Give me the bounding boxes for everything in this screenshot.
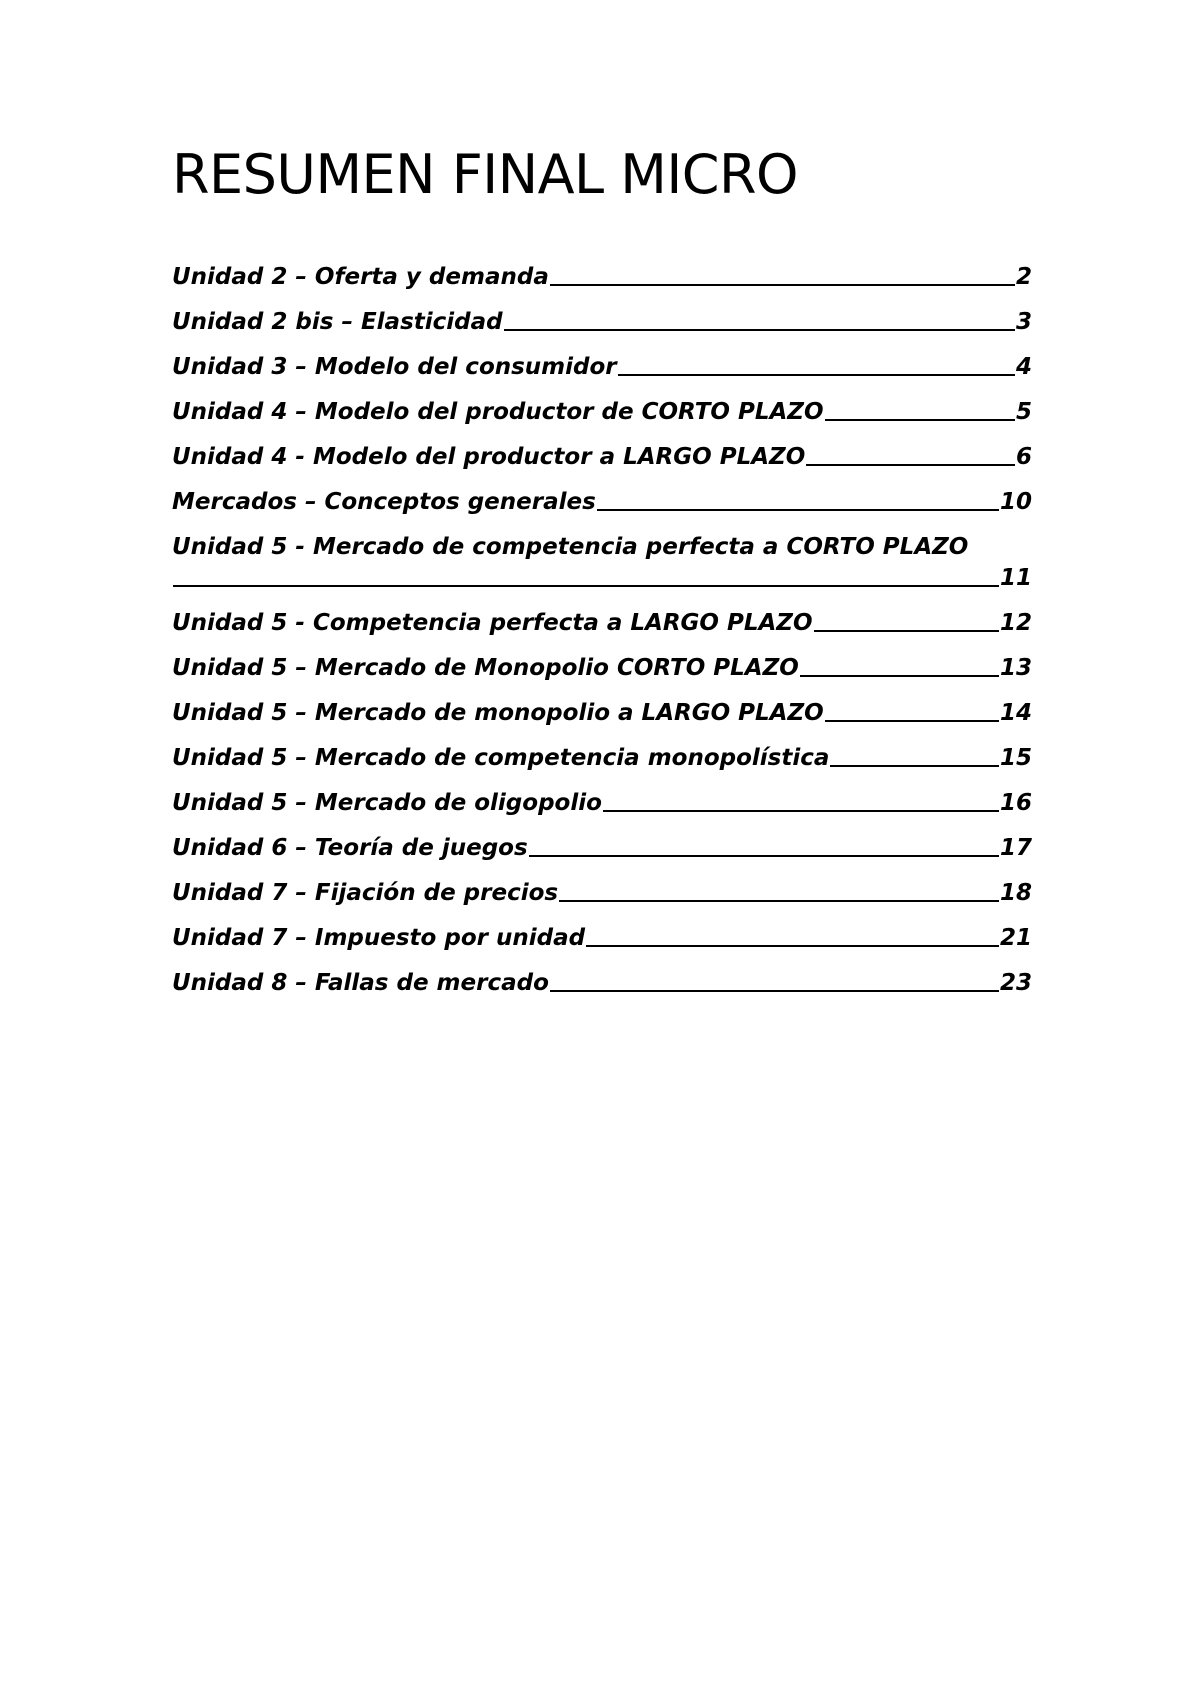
toc-entry[interactable] [172, 608, 1032, 639]
toc-entry-page: 2 [1015, 264, 1032, 290]
toc-leader [830, 765, 999, 767]
toc-entry-title: Unidad 6 – Teoría de juegos [172, 835, 528, 861]
toc-entry[interactable] [172, 262, 1032, 293]
toc-entry-title: Unidad 7 – Impuesto por unidad [172, 925, 586, 951]
toc-leader [814, 630, 999, 632]
toc-entry-page: 5 [1015, 399, 1032, 425]
toc-entry-title: Unidad 2 bis – Elasticidad [172, 309, 503, 335]
toc-entry-title: Unidad 4 - Modelo del productor a LARGO PLAZO [172, 444, 806, 470]
toc-entry-page: 11 [999, 565, 1032, 591]
table-of-contents [172, 262, 1032, 1013]
toc-entry-title: Unidad 3 – Modelo del consumidor [172, 354, 617, 380]
toc-leader [529, 855, 999, 857]
toc-entry[interactable] [172, 788, 1032, 819]
toc-entry-page: 3 [1015, 309, 1032, 335]
toc-entry[interactable] [172, 532, 1032, 594]
toc-entry[interactable] [172, 352, 1032, 383]
toc-entry-title: Unidad 5 – Mercado de oligopolio [172, 790, 602, 816]
toc-entry[interactable] [172, 698, 1032, 729]
toc-entry-page: 15 [999, 745, 1032, 771]
toc-entry-title: Unidad 2 – Oferta y demanda [172, 264, 549, 290]
toc-entry[interactable] [172, 743, 1032, 774]
document-title: RESUMEN FINAL MICRO [172, 143, 799, 206]
toc-leader [800, 675, 999, 677]
toc-leader [825, 720, 999, 722]
toc-entry-page: 14 [999, 700, 1032, 726]
toc-entry[interactable] [172, 307, 1032, 338]
toc-leader [618, 374, 1015, 376]
toc-leader [559, 900, 999, 902]
toc-leader [825, 419, 1015, 421]
toc-entry[interactable] [172, 923, 1032, 954]
toc-entry-page: 21 [999, 925, 1032, 951]
toc-entry[interactable] [172, 442, 1032, 473]
toc-entry-page: 18 [999, 880, 1032, 906]
toc-entry-title: Unidad 5 - Mercado de competencia perfecta a CORTO PLAZO [172, 534, 969, 560]
toc-entry-title: Unidad 5 – Mercado de competencia monopolística [172, 745, 830, 771]
toc-entry-title: Unidad 5 – Mercado de Monopolio CORTO PLAZO [172, 655, 799, 681]
toc-entry-page: 10 [999, 489, 1032, 515]
toc-leader [173, 585, 999, 587]
toc-entry-title: Mercados – Conceptos generales [172, 489, 596, 515]
toc-entry-title: Unidad 7 – Fijación de precios [172, 880, 559, 906]
toc-entry[interactable] [172, 653, 1032, 684]
toc-entry[interactable] [172, 968, 1032, 999]
toc-leader [586, 945, 999, 947]
toc-entry-page: 4 [1015, 354, 1032, 380]
toc-entry[interactable] [172, 878, 1032, 909]
toc-entry[interactable] [172, 397, 1032, 428]
toc-leader [603, 810, 999, 812]
toc-entry-title: Unidad 5 – Mercado de monopolio a LARGO PLAZO [172, 700, 824, 726]
toc-leader [550, 990, 999, 992]
toc-entry[interactable] [172, 833, 1032, 864]
toc-entry-title: Unidad 5 - Competencia perfecta a LARGO PLAZO [172, 610, 813, 636]
toc-leader [597, 509, 999, 511]
toc-entry-title: Unidad 4 – Modelo del productor de CORTO PLAZO [172, 399, 824, 425]
toc-entry-page: 12 [999, 610, 1032, 636]
toc-leader [550, 284, 1015, 286]
toc-entry-title: Unidad 8 – Fallas de mercado [172, 970, 549, 996]
toc-entry-page: 17 [999, 835, 1032, 861]
toc-entry-page: 6 [1015, 444, 1032, 470]
toc-leader [504, 329, 1015, 331]
toc-entry-page: 23 [999, 970, 1032, 996]
toc-leader [806, 464, 1015, 466]
toc-entry-page: 13 [999, 655, 1032, 681]
toc-entry[interactable] [172, 487, 1032, 518]
toc-entry-page: 16 [999, 790, 1032, 816]
